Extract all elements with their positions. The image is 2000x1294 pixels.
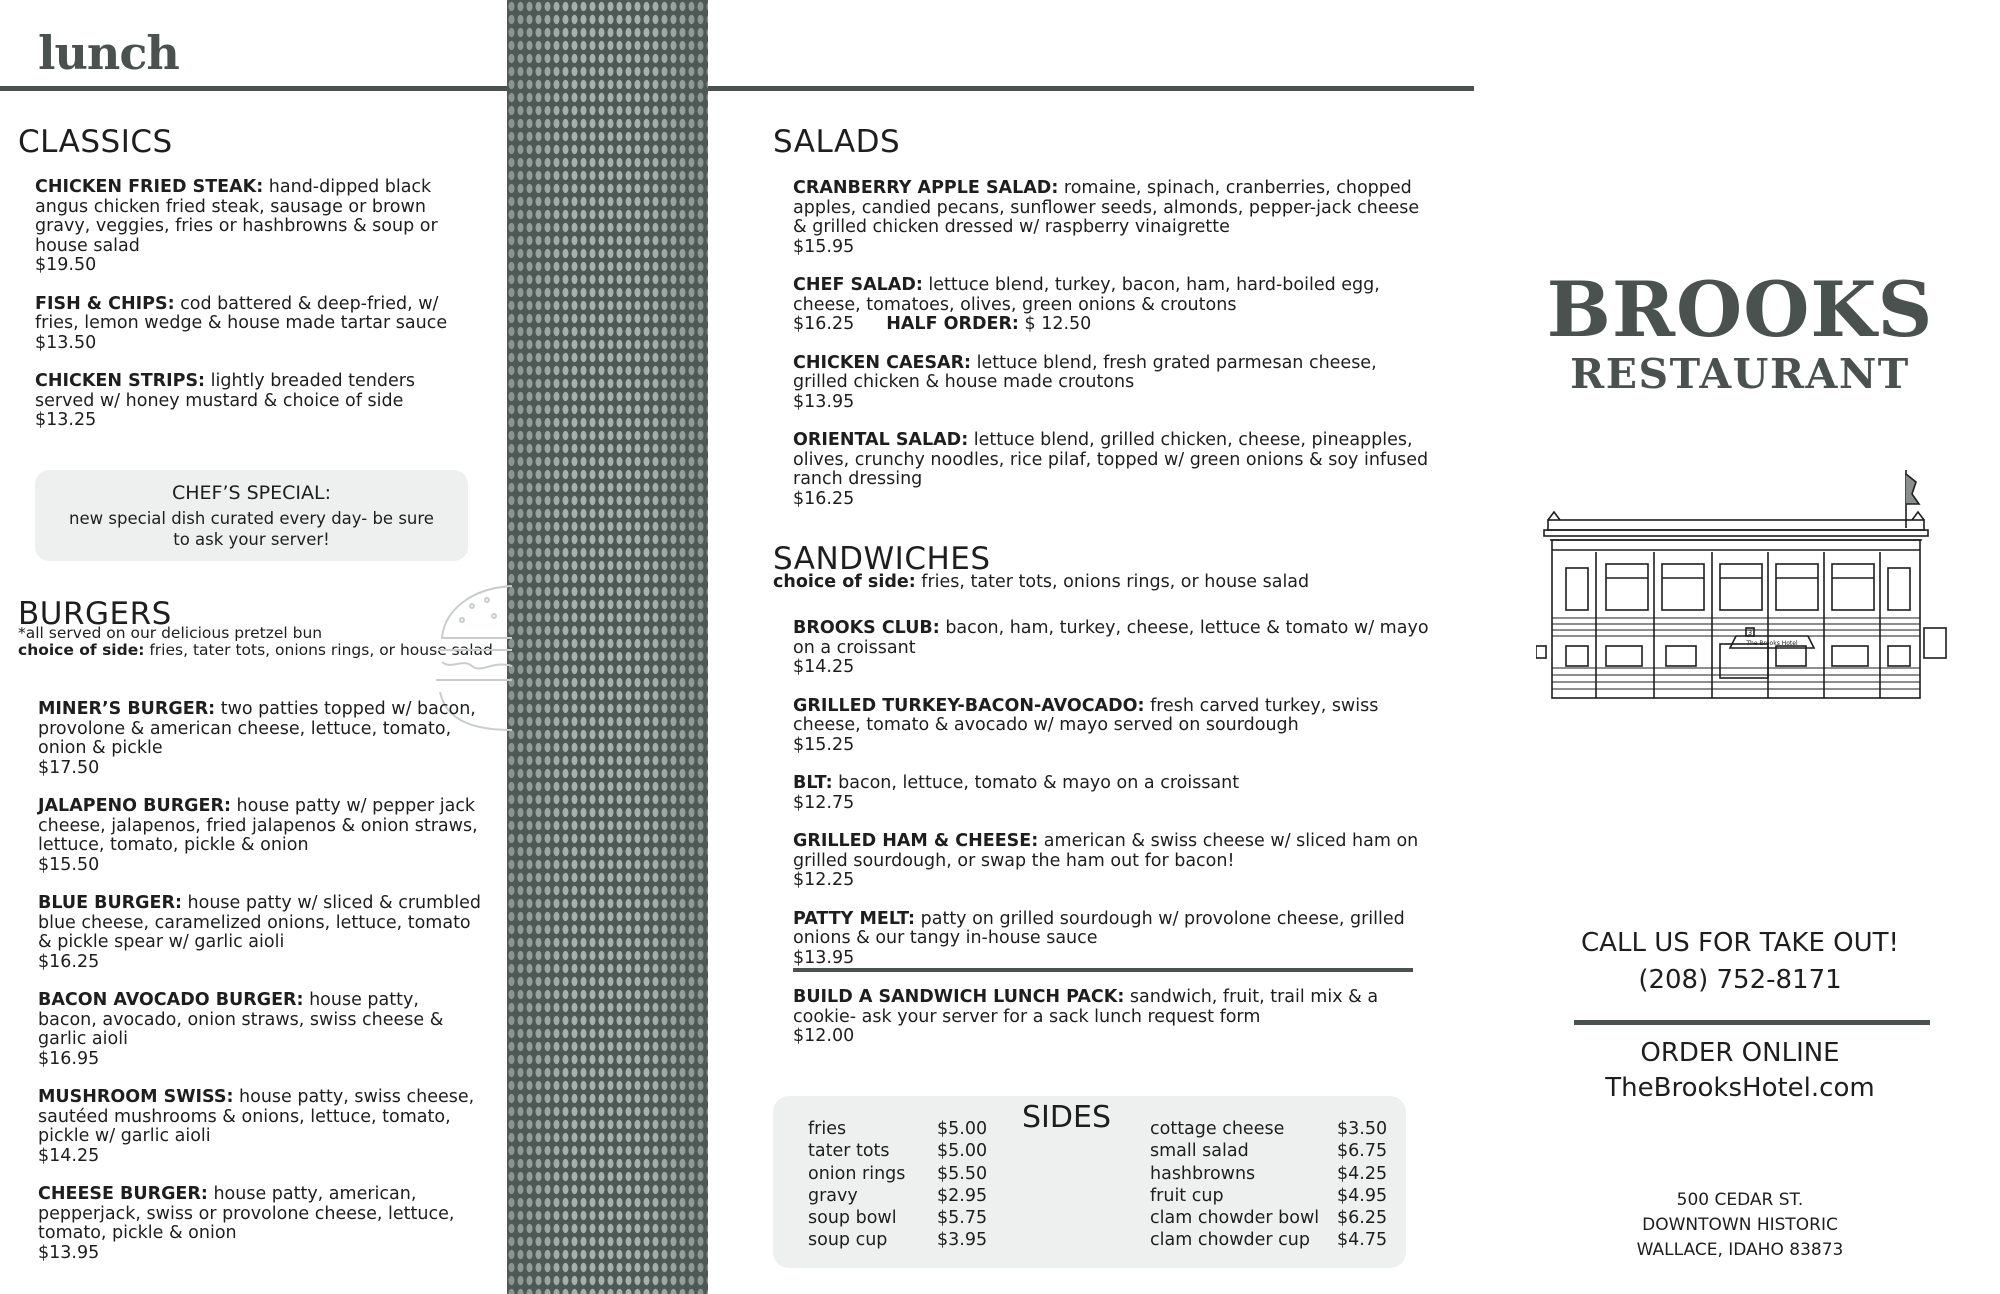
- menu-item: [793, 276, 1433, 335]
- side-name: onion rings: [808, 1163, 906, 1184]
- item-name: CHEESE BURGER:: [38, 1184, 208, 1204]
- address-line: WALLACE, IDAHO 83873: [1636, 1240, 1844, 1260]
- menu-item: [38, 991, 483, 1069]
- item-desc: lettuce blend, fresh grated parmesan cheese, grilled chicken & house made croutons: [793, 352, 1377, 392]
- item-desc: fresh carved turkey, swiss cheese, tomato & avocado w/ mayo served on sourdough: [793, 695, 1379, 735]
- item-desc: bacon, ham, turkey, cheese, lettuce & tomato w/ mayo on a croissant: [793, 618, 1429, 658]
- item-price: $12.25: [793, 870, 855, 890]
- menu-item: [38, 700, 483, 778]
- item-desc: house patty, bacon, avocado, onion straws, swiss cheese & garlic aioli: [38, 990, 444, 1049]
- website-link[interactable]: TheBrooksHotel.com: [1605, 1073, 1875, 1103]
- menu-item: [38, 1185, 483, 1263]
- item-price: $12.00: [793, 1026, 855, 1046]
- sides-left-prices: [937, 1118, 987, 1252]
- item-name: GRILLED HAM & CHEESE:: [793, 831, 1039, 851]
- item-name: BROOKS CLUB:: [793, 618, 940, 638]
- call-label: CALL US FOR TAKE OUT!: [1581, 928, 1899, 958]
- menu-item: [793, 774, 1433, 813]
- item-price: $13.95: [793, 947, 855, 968]
- item-desc: house patty, swiss cheese, sautéed mushrooms & onions, lettuce, tomato, pickle w/ garlic aioli: [38, 1087, 475, 1146]
- side-price: $4.95: [1337, 1185, 1388, 1206]
- item-name: JALAPENO BURGER:: [38, 796, 231, 816]
- brand-name: BROOKS: [1546, 265, 1934, 354]
- item-desc: lettuce blend, turkey, bacon, ham, hard-boiled egg, cheese, tomatoes, olives, green onions & croutons: [793, 275, 1380, 315]
- burgers-side-note: choice of side: fries, tater tots, onions rings, or house salad: [18, 641, 493, 659]
- side-name: soup bowl: [808, 1208, 897, 1229]
- item-name: CRANBERRY APPLE SALAD:: [793, 178, 1059, 198]
- side-name: soup cup: [808, 1230, 888, 1251]
- sandwich-divider: [793, 968, 1413, 972]
- side-name: clam chowder bowl: [1150, 1208, 1320, 1229]
- item-name: GRILLED TURKEY-BACON-AVOCADO:: [793, 695, 1145, 716]
- decorative-pattern-column: [507, 0, 708, 1294]
- item-price-row: [793, 315, 1433, 335]
- item-desc: hand-dipped black angus chicken fried steak, sausage or brown gravy, veggies, fries or hashbrowns & soup or house salad: [35, 177, 438, 256]
- side-price: $5.00: [937, 1141, 988, 1162]
- item-price: $16.25: [793, 488, 855, 509]
- half-order-price: $ 12.50: [1018, 314, 1092, 334]
- menu-item: [38, 1088, 483, 1166]
- address-line: 500 CEDAR ST.: [1676, 1190, 1804, 1210]
- side-price: $6.25: [1337, 1208, 1388, 1229]
- item-price: $13.25: [35, 410, 97, 430]
- menu-item: [793, 354, 1433, 413]
- header-rule-left: [0, 86, 507, 91]
- menu-item: [793, 619, 1433, 678]
- chefs-special-title: CHEF’S SPECIAL:: [171, 482, 331, 504]
- item-price: $14.25: [793, 657, 855, 677]
- item-price: $15.25: [793, 734, 855, 755]
- burgers-title: BURGERS: [18, 596, 172, 632]
- side-name: gravy: [808, 1185, 858, 1206]
- side-price: $3.95: [937, 1230, 988, 1251]
- item-price: $13.95: [793, 391, 855, 412]
- item-price: $19.50: [35, 255, 97, 275]
- burgers-list: [38, 700, 483, 1282]
- item-price: $13.95: [38, 1242, 100, 1263]
- item-desc: house patty w/ sliced & crumbled blue cheese, caramelized onions, lettuce, tomato & pickle spear w/ garlic aioli: [38, 893, 482, 952]
- item-desc: house patty, american, pepperjack, swiss or provolone cheese, lettuce, tomato, pickle & onion: [38, 1184, 455, 1243]
- address-block: [1530, 1188, 1950, 1263]
- item-price: $17.50: [38, 757, 100, 778]
- side-name: clam chowder cup: [1150, 1230, 1311, 1251]
- item-price: $15.95: [793, 236, 855, 257]
- salads-list: [793, 179, 1433, 528]
- item-price: $13.50: [35, 332, 97, 353]
- side-name: fries: [808, 1119, 847, 1139]
- chefs-special-desc: new special dish curated every day- be sure to ask your server!: [69, 509, 434, 549]
- menu-item: [793, 910, 1433, 969]
- menu-item: [793, 988, 1433, 1047]
- menu-item: [793, 179, 1433, 257]
- item-price: $14.25: [38, 1145, 100, 1166]
- side-price: $5.50: [937, 1163, 988, 1184]
- menu-item: [35, 295, 475, 354]
- item-price: $16.25: [793, 314, 855, 334]
- item-desc: lightly breaded tenders served w/ honey mustard & choice of side: [35, 371, 416, 411]
- side-price: $6.75: [1337, 1141, 1388, 1162]
- address-line: DOWNTOWN HISTORIC: [1642, 1215, 1838, 1235]
- side-name: fruit cup: [1150, 1185, 1224, 1206]
- item-name: PATTY MELT:: [793, 908, 916, 929]
- sides-title: SIDES: [1022, 1100, 1111, 1135]
- item-desc: romaine, spinach, cranberries, chopped apples, candied pecans, sunflower seeds, almonds, pepper-jack cheese & grilled chicken dressed w/ raspberry vinaigrette: [793, 178, 1420, 237]
- salads-title: SALADS: [773, 124, 901, 160]
- sides-left-names: [808, 1118, 905, 1252]
- sides-right-prices: [1337, 1118, 1387, 1252]
- menu-item: [38, 797, 483, 875]
- item-desc: lettuce blend, grilled chicken, cheese, pineapples, olives, crunchy noodles, rice pilaf, topped w/ green onions & soy infused ranch dressing: [793, 430, 1429, 489]
- item-price: $16.25: [38, 951, 100, 972]
- order-label: ORDER ONLINE: [1640, 1038, 1840, 1068]
- item-price: $12.75: [793, 792, 855, 813]
- menu-item: [35, 372, 475, 431]
- item-name: BACON AVOCADO BURGER:: [38, 990, 304, 1010]
- menu-item: [38, 894, 483, 972]
- half-order-label: HALF ORDER:: [886, 314, 1019, 334]
- brand-subtitle: RESTAURANT: [1570, 350, 1910, 398]
- item-name: MUSHROOM SWISS:: [38, 1087, 234, 1107]
- sides-right-names: [1150, 1118, 1319, 1252]
- side-price: $2.95: [937, 1185, 988, 1206]
- item-name: FISH & CHIPS:: [35, 293, 175, 314]
- item-price: $15.50: [38, 854, 100, 875]
- item-name: BUILD A SANDWICH LUNCH PACK:: [793, 987, 1125, 1007]
- item-name: MINER’S BURGER:: [38, 699, 216, 719]
- item-desc: cod battered & deep-fried, w/ fries, lemon wedge & house made tartar sauce: [35, 293, 448, 333]
- lunch-pack: [793, 988, 1433, 1066]
- side-name: cottage cheese: [1150, 1119, 1285, 1139]
- item-desc: patty on grilled sourdough w/ provolone cheese, grilled onions & our tangy in-house sauce: [793, 908, 1405, 948]
- item-desc: bacon, lettuce, tomato & mayo on a croissant: [832, 773, 1240, 793]
- item-name: BLT:: [793, 773, 833, 793]
- page-title: lunch: [38, 26, 179, 80]
- sandwiches-list: [793, 619, 1433, 987]
- item-name: CHEF SALAD:: [793, 275, 923, 295]
- side-name: small salad: [1150, 1141, 1249, 1162]
- item-name: ORIENTAL SALAD:: [793, 430, 969, 450]
- item-name: CHICKEN FRIED STEAK:: [35, 177, 264, 197]
- burgers-bun-note: *all served on our delicious pretzel bun: [18, 624, 323, 642]
- menu-item: [793, 832, 1433, 891]
- hotel-building-number: 3: [1747, 629, 1753, 637]
- contact-divider: [1574, 1020, 1930, 1025]
- chefs-special-box: [35, 470, 468, 561]
- item-desc: house patty w/ pepper jack cheese, jalapenos, fried jalapenos & onion straws, lettuce, tomato, pickle & onion: [38, 796, 478, 855]
- item-desc: sandwich, fruit, trail mix & a cookie- ask your server for a sack lunch request form: [793, 987, 1379, 1027]
- header-rule-right: [708, 86, 1474, 91]
- sandwiches-title: SANDWICHES: [773, 541, 991, 577]
- item-price: $16.95: [38, 1048, 100, 1069]
- item-name: CHICKEN STRIPS:: [35, 371, 206, 391]
- item-desc: american & swiss cheese w/ sliced ham on grilled sourdough, or swap the ham out for bacon!: [793, 831, 1419, 871]
- phone-number[interactable]: (208) 752-8171: [1638, 965, 1842, 995]
- side-price: $4.75: [1337, 1230, 1388, 1251]
- classics-title: CLASSICS: [18, 124, 173, 160]
- menu-item: [793, 697, 1433, 756]
- side-price: $4.25: [1337, 1163, 1388, 1184]
- menu-item: [793, 431, 1433, 509]
- item-name: BLUE BURGER:: [38, 893, 182, 913]
- side-name: hashbrowns: [1150, 1163, 1256, 1184]
- hotel-sign-text: The Brooks Hotel: [1746, 640, 1798, 647]
- side-name: tater tots: [808, 1141, 890, 1162]
- menu-item: [35, 178, 475, 276]
- sandwiches-side-note: choice of side: fries, tater tots, onions rings, or house salad: [773, 572, 1310, 592]
- classics-list: [35, 178, 475, 450]
- side-price: $5.00: [937, 1119, 988, 1139]
- side-price: $3.50: [1337, 1119, 1388, 1139]
- item-name: CHICKEN CAESAR:: [793, 352, 972, 373]
- side-price: $5.75: [937, 1208, 988, 1229]
- hotel-building-icon: [1536, 468, 1956, 708]
- item-desc: two patties topped w/ bacon, provolone & american cheese, lettuce, tomato, onion & pickle: [38, 699, 476, 758]
